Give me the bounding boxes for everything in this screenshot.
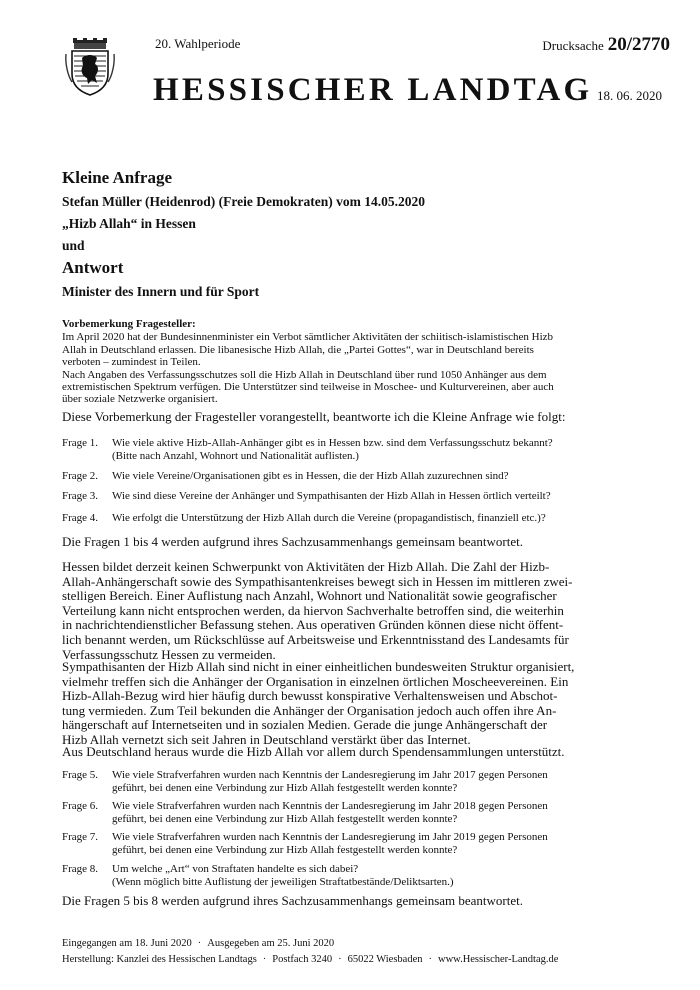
footer-imprint	[62, 952, 662, 968]
author-line: Stefan Müller (Heidenrod) (Freie Demokraten) vom 14.05.2020	[62, 194, 425, 209]
vorbemerkung	[62, 318, 652, 406]
question-text: Wie viele Vereine/Organisationen gibt es in Hessen, die der Hizb Allah zuzurechnen sind?	[112, 470, 509, 482]
document-date: 18. 06. 2020	[597, 88, 662, 103]
question-label: Frage 7.	[62, 831, 99, 843]
vorbemerkung-line: extremistischen Spektrum verfügen. Die Unterstützer sind teilweise in Moschee- und Kulturvereinen, aber auch	[62, 381, 554, 394]
und-line: und	[62, 238, 85, 253]
drucksache-number: 20/2770	[607, 34, 670, 55]
drucksache-label: Drucksache	[542, 38, 604, 53]
website-link[interactable]: www.Hessischer-Landtag.de	[438, 954, 559, 965]
footer-separator: ·	[338, 954, 342, 965]
answer-line: Sympathisanten der Hizb Allah sind nicht in einer einheitlichen bundesweiten Struktur organisiert,	[62, 659, 575, 674]
answer-line: in nachrichtendienstlicher Befassung stehen. Aus operativen Gründen können diese nicht öffent-	[62, 617, 564, 633]
question-text: geführt, bei denen eine Verbindung zur Hizb Allah festgestellt werden konnte?	[112, 812, 458, 825]
question-1	[62, 437, 662, 462]
question-label: Frage 6.	[62, 800, 99, 812]
question-text: geführt, bei denen eine Verbindung zur Hizb Allah festgestellt werden konnte?	[112, 781, 458, 794]
answer-paragraph-1	[62, 560, 662, 662]
question-7	[62, 831, 662, 856]
answer-intro-1-4: Die Fragen 1 bis 4 werden aufgrund ihres Sachzusammenhangs gemeinsam beantwortet.	[62, 534, 524, 549]
vorbemerkung-line: Nach Angaben des Verfassungsschutzes soll die Hizb Allah in Deutschland über rund 1050 Anhänger aus dem	[62, 368, 547, 381]
question-text: geführt, bei denen eine Verbindung zur Hizb Allah festgestellt werden konnte?	[112, 843, 458, 856]
intro-paragraph: Diese Vorbemerkung der Fragesteller vorangestellt, beantworte ich die Kleine Anfrage wie folgt:	[62, 409, 566, 424]
antwort-heading: Antwort	[62, 258, 124, 277]
answer-line: vielmehr treffen sich die Anhänger der Organisation in einzelnen örtlichen Moscheevereinen. Ein	[62, 673, 569, 689]
question-text: Um welche „Art“ von Straftaten handelte es sich dabei?	[112, 863, 359, 875]
question-text: Wie viele Strafverfahren wurden nach Kenntnis der Landesregierung im Jahr 2019 gegen Personen	[112, 831, 548, 843]
question-3	[62, 490, 662, 503]
question-label: Frage 5.	[62, 769, 99, 781]
postal-address: 65022 Wiesbaden	[347, 954, 423, 965]
answer-line: Allah-Anhängerschaft sowie des Sympathisantenkreises bewegt sich in Hessen im mittleren zwei-	[62, 573, 573, 589]
answer-line: Hizb-Allah-Bezug wird hier häufig durch bewusst konspirative Verhaltensweisen und Abschot-	[62, 688, 558, 704]
question-6	[62, 800, 662, 825]
question-8	[62, 863, 662, 888]
answer-line: lich benannt werden, um Rückschlüsse auf Arbeitsweise und Erkenntnisstand des Landesamts für	[62, 631, 569, 647]
answer-line: Hessen bildet derzeit keinen Schwerpunkt von Aktivitäten der Hizb Allah. Die Zahl der Hizb-	[62, 559, 550, 574]
subject-line: „Hizb Allah“ in Hessen	[62, 216, 196, 231]
question-label: Frage 1.	[62, 437, 99, 449]
question-text: (Bitte nach Anzahl, Wohnort und Nationalität auflisten.)	[112, 449, 359, 462]
question-label: Frage 4.	[62, 512, 99, 524]
herstellung: Herstellung: Kanzlei des Hessischen Landtags	[62, 954, 257, 965]
question-label: Frage 8.	[62, 863, 99, 875]
answer-paragraph-2	[62, 660, 662, 748]
hessen-coat-of-arms-logo	[64, 38, 116, 96]
eingegangen-date: Eingegangen am 18. Juni 2020	[62, 938, 192, 949]
kleine-anfrage-heading: Kleine Anfrage	[62, 168, 173, 187]
vorbemerkung-line: Allah in Deutschland erlassen. Die libanesische Hizb Allah, die „Partei Gottes“, war in Deutschland bereits	[62, 343, 534, 356]
vorbemerkung-line: verboten – zumindest in Teilen.	[62, 356, 201, 369]
question-text: Wie erfolgt die Unterstützung der Hizb Allah durch die Vereine (propagandistisch, finanziell etc.)?	[112, 512, 546, 524]
answer-line: Hizb Allah vernetzt sich seit Jahren in Deutschland verstärkt über das Internet.	[62, 731, 471, 747]
question-2	[62, 470, 662, 483]
vorbemerkung-line: über soziale Netzwerke organisiert.	[62, 393, 218, 406]
question-text: Wie sind diese Vereine der Anhänger und Sympathisanten der Hizb Allah in Hessen örtlich verteilt?	[112, 490, 551, 502]
drucksache	[542, 34, 670, 56]
question-5	[62, 769, 662, 794]
question-text: Wie viele aktive Hizb-Allah-Anhänger gibt es in Hessen bzw. sind dem Verfassungsschutz bekannt?	[112, 437, 553, 449]
question-text: (Wenn möglich bitte Auflistung der jeweiligen Straftatbestände/Deliktsarten.)	[112, 875, 454, 888]
postfach: Postfach 3240	[272, 954, 333, 965]
footer	[62, 936, 662, 968]
question-label: Frage 2.	[62, 470, 99, 482]
minister-line: Minister des Innern und für Sport	[62, 284, 260, 299]
answer-intro-5-8: Die Fragen 5 bis 8 werden aufgrund ihres Sachzusammenhangs gemeinsam beantwortet.	[62, 893, 524, 908]
wahlperiode: 20. Wahlperiode	[155, 36, 241, 51]
question-text: Wie viele Strafverfahren wurden nach Kenntnis der Landesregierung im Jahr 2017 gegen Personen	[112, 769, 548, 781]
vorbemerkung-line: Im April 2020 hat der Bundesinnenminister ein Verbot sämtlicher Aktivitäten der schiitisch-islamistischen Hizb	[62, 331, 554, 344]
answer-line: Verfassungsschutz Hessen zu vermeiden.	[62, 646, 276, 662]
footer-separator: ·	[262, 954, 267, 965]
parliament-title: HESSISCHER LANDTAG	[153, 72, 593, 108]
question-4	[62, 512, 662, 525]
ausgegeben-date: Ausgegeben am 25. Juni 2020	[207, 938, 335, 949]
title-block	[62, 168, 662, 300]
answer-line: tung vermieden. Zum Teil bekunden die Anhänger der Organisation jedoch auch offen ihre An-	[62, 702, 557, 718]
answer-line: hängerschaft auf Internetseiten und in sozialen Medien. Gerade die junge Anhängerschaft der	[62, 717, 548, 733]
answer-line: stelligen Bereich. Einer Auflistung nach Anzahl, Wohnort und Nationalität sowie geografischer	[62, 588, 557, 604]
question-label: Frage 3.	[62, 490, 99, 502]
footer-separator: ·	[197, 938, 202, 949]
answer-paragraph-3: Aus Deutschland heraus wurde die Hizb Allah vor allem durch Spendensammlungen unterstützt.	[62, 744, 565, 759]
answer-line: Verteilung kann nicht entsprochen werden, da hiervon Sachverhalte betroffen sind, die weiterhin	[62, 602, 564, 618]
vorbemerkung-title: Vorbemerkung Fragesteller:	[62, 318, 196, 330]
question-text: Wie viele Strafverfahren wurden nach Kenntnis der Landesregierung im Jahr 2018 gegen Personen	[112, 800, 548, 812]
footer-separator: ·	[428, 954, 432, 965]
footer-dates	[62, 936, 662, 952]
